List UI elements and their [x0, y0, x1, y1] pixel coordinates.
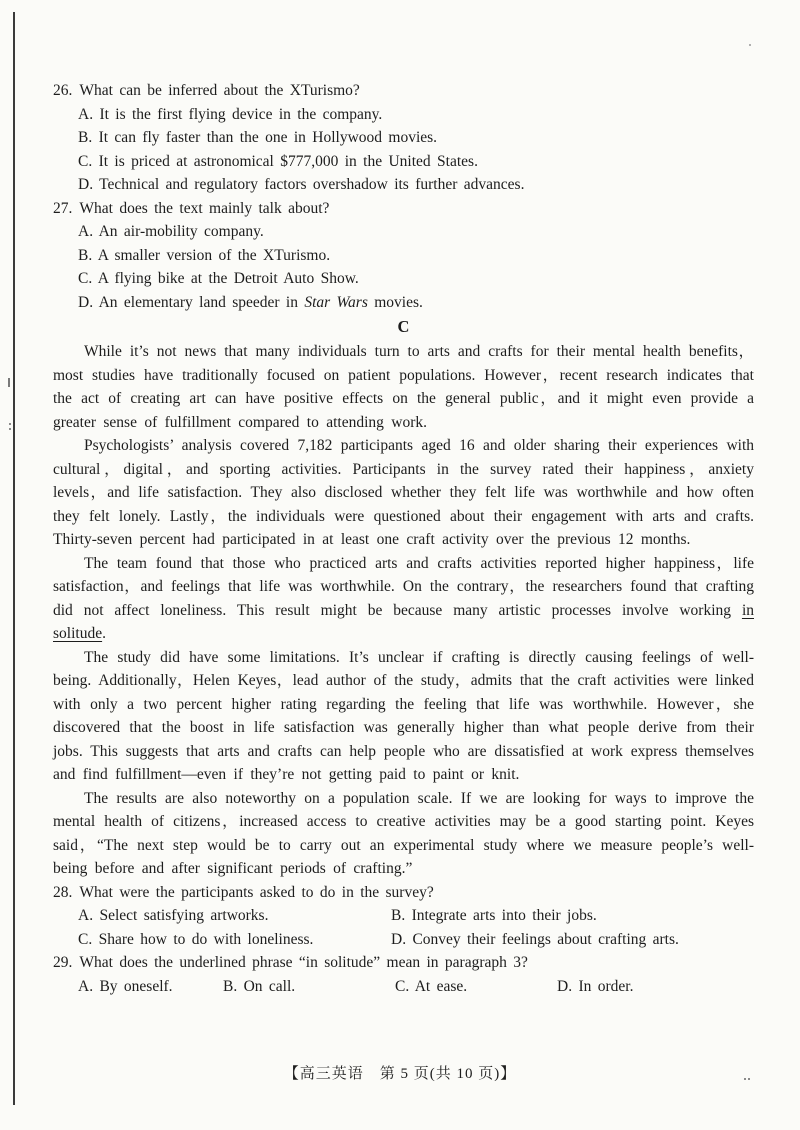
- question-29-text: What does the underlined phrase “in solitude” mean in paragraph 3?: [79, 954, 528, 971]
- underlined-phrase: in solitude: [53, 601, 754, 642]
- question-27-stem: [53, 197, 754, 221]
- page-content: [53, 79, 754, 998]
- question-27-text: What does the text mainly talk about?: [79, 199, 330, 217]
- question-26-option-b: B. It can fly faster than the one in Hollywood movies.: [78, 129, 438, 146]
- passage-paragraph-1: While it’s not news that many individuals turn to arts and crafts for their mental health benefits，most studies have traditionally focused on patient populations. However，recent research indicates that the act of creating art can have positive effects on the general public，and it might even provide a greater sense of fulfillment compared to attending work.: [53, 343, 754, 431]
- question-28-stem: [53, 881, 754, 905]
- page-footer: 【高三英语 第 5 页(共 10 页)】: [283, 1066, 517, 1082]
- question-28-options-row-2: [53, 928, 754, 952]
- question-27-number: 27.: [53, 199, 73, 217]
- scan-artifact: [8, 378, 10, 387]
- question-28-option-d: D. Convey their feelings about crafting arts.: [391, 930, 679, 948]
- question-28-option-b: B. Integrate arts into their jobs.: [391, 907, 597, 924]
- passage-paragraph-5: The results are also noteworthy on a population scale. If we are looking for ways to improve the mental health of citizens，increased access to creative activities may be a good starting point. Keyes said，“The next step would be to carry out an experimental study where we measure people’s well-being before and after significant periods of crafting.”: [53, 789, 754, 877]
- question-27: [53, 197, 754, 315]
- question-26-option-c: C. It is priced at astronomical $777,000 in the United States.: [78, 152, 478, 170]
- question-26-option-d: D. Technical and regulatory factors overshadow its further advances.: [78, 176, 525, 193]
- option-d-text-end: movies.: [367, 293, 423, 311]
- question-27-option-d: [53, 291, 754, 315]
- scan-edge-line: [13, 12, 15, 1105]
- passage-section-label: C: [397, 317, 410, 336]
- question-29-option-d: D. In order.: [557, 977, 634, 995]
- passage-paragraph-3: [53, 552, 754, 646]
- question-28-number: 28.: [53, 883, 73, 901]
- passage-paragraph-2: Psychologists’ analysis covered 7,182 participants aged 16 and older sharing their experiences with cultural，digital，and sporting activities. Participants in the survey rated their happiness，anxiety levels，and life satisfaction. They also disclosed whether they felt life was worthwhile and how often they felt lonely. Lastly，the individuals were questioned about their engagement with arts and crafts. Thirty-seven percent had participated in at least one craft activity over the previous 12 months.: [53, 437, 754, 548]
- passage-paragraph-4: The study did have some limitations. It’s unclear if crafting is directly causing feelings of well-being. Additionally，Helen Keyes，lead author of the study，admits that the craft activities were linked with only a two percent higher rating regarding the feeling that life was worthwhile. However，she discovered that the boost in life satisfaction was generally higher than what people derive from their jobs. This suggests that arts and crafts can help people who are dissatisfied at work express themselves and find fulfillment—even if they’re not getting paid to paint or knit.: [53, 648, 754, 783]
- option-d-text: D. An elementary land speeder in: [78, 293, 305, 311]
- question-29: [53, 951, 754, 998]
- question-27-option-b: B. A smaller version of the XTurismo.: [78, 246, 331, 264]
- question-28-option-a: A. Select satisfying artworks.: [78, 907, 269, 924]
- question-26-option-a: A. It is the first flying device in the company.: [78, 105, 383, 123]
- question-29-stem: [53, 951, 754, 975]
- question-28-option-c: C. Share how to do with loneliness.: [78, 930, 314, 948]
- question-29-options-row: [53, 975, 754, 999]
- question-28-text: What were the participants asked to do in the survey?: [79, 883, 434, 901]
- scan-artifact: [749, 44, 751, 46]
- question-26-text: What can be inferred about the XTurismo?: [79, 82, 360, 99]
- question-29-number: 29.: [53, 954, 73, 971]
- paragraph-3-text-end: .: [102, 625, 106, 642]
- question-29-option-a: A. By oneself.: [78, 977, 173, 995]
- question-28: [53, 881, 754, 952]
- question-29-option-c: C. At ease.: [395, 977, 468, 995]
- scan-artifact: [9, 423, 11, 425]
- question-27-option-c: C. A flying bike at the Detroit Auto Show.: [78, 270, 359, 287]
- star-wars-italic: Star Wars: [304, 293, 368, 311]
- question-26-number: 26.: [53, 82, 73, 99]
- question-27-option-a: A. An air-mobility company.: [78, 223, 264, 240]
- question-26-stem: [53, 79, 754, 103]
- paragraph-3-text: The team found that those who practiced arts and crafts activities reported higher happiness，life satisfaction，and feelings that life was worthwhile. On the contrary，the researchers found that crafting did not affect loneliness. This result might be because many artistic processes involve working: [53, 554, 754, 619]
- question-29-option-b: B. On call.: [223, 977, 296, 995]
- question-28-options-row-1: [53, 904, 754, 928]
- question-26: [53, 79, 754, 197]
